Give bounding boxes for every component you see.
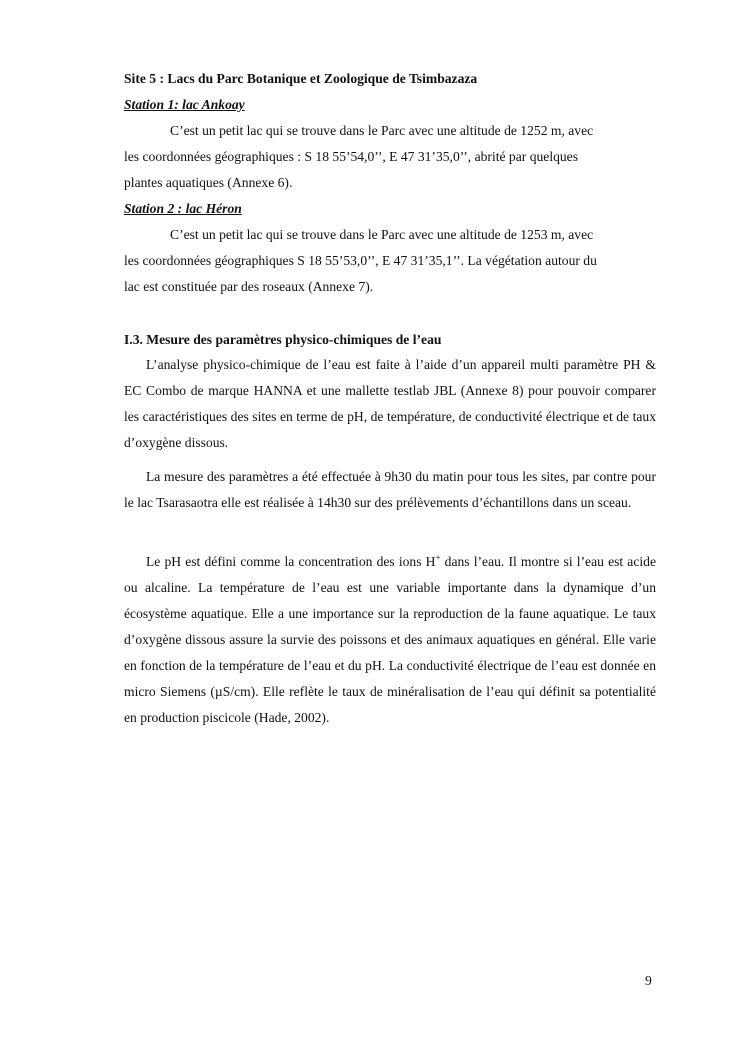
section-heading: I.3. Mesure des paramètres physico-chimiques de l’eau bbox=[124, 332, 442, 347]
ph-text-start: Le pH est défini comme la concentration des ions H bbox=[146, 554, 436, 569]
station-1-line-2: les coordonnées géographiques : S 18 55’54,0’’, E 47 31’35,0’’, abrité par quelques bbox=[124, 149, 579, 164]
station-2-line-3: lac est constituée par des roseaux (Annexe 7). bbox=[124, 279, 374, 294]
site-heading: Site 5 : Lacs du Parc Botanique et Zoologique de Tsimbazaza bbox=[124, 71, 478, 86]
paragraph-ph-definition bbox=[124, 549, 656, 731]
paragraph-analysis: L’analyse physico-chimique de l’eau est faite à l’aide d’un appareil multi paramètre PH & EC Combo de marque HANNA et une mallette testlab JBL (Annexe 8) pour pouvoir comparer les caractéristiques des sites en terme de pH, de température, de conductivité électrique et de taux d’oxygène dissous. bbox=[124, 357, 656, 450]
paragraph-measurement: La mesure des paramètres a été effectuée à 9h30 du matin pour tous les sites, par contre pour le lac Tsarasaotra elle est réalisée à 14h30 sur des prélèvements d’échantillons dans un sceau. bbox=[124, 469, 656, 510]
page-number: 9 bbox=[645, 973, 652, 988]
station-1-title: Station 1: lac Ankoay bbox=[124, 97, 245, 112]
station-2-title: Station 2 : lac Héron bbox=[124, 201, 242, 216]
ion-charge-superscript: + bbox=[435, 552, 441, 563]
station-1-line-3: plantes aquatiques (Annexe 6). bbox=[124, 175, 293, 190]
station-2-line-1: C’est un petit lac qui se trouve dans le Parc avec une altitude de 1253 m, avec bbox=[170, 227, 594, 242]
station-2-line-2: les coordonnées géographiques S 18 55’53,0’’, E 47 31’35,1’’. La végétation autour du bbox=[124, 253, 597, 268]
ph-text-rest: dans l’eau. Il montre si l’eau est acide ou alcaline. La température de l’eau est une variable importante dans la dynamique d’un écosystème aquatique. Elle a une importance sur la reproduction de la faune aquatique. Le taux d’oxygène dissous assure la survie des poissons et des animaux aquatiques en général. Elle varie en fonction de la température de l’eau et du pH. La conductivité électrique de l’eau est donnée en micro Siemens (µS/cm). Elle reflète le taux de minéralisation de l’eau qui définit sa potentialité en production piscicole (Hade, 2002). bbox=[124, 554, 656, 725]
station-1-line-1: C’est un petit lac qui se trouve dans le Parc avec une altitude de 1252 m, avec bbox=[170, 123, 594, 138]
